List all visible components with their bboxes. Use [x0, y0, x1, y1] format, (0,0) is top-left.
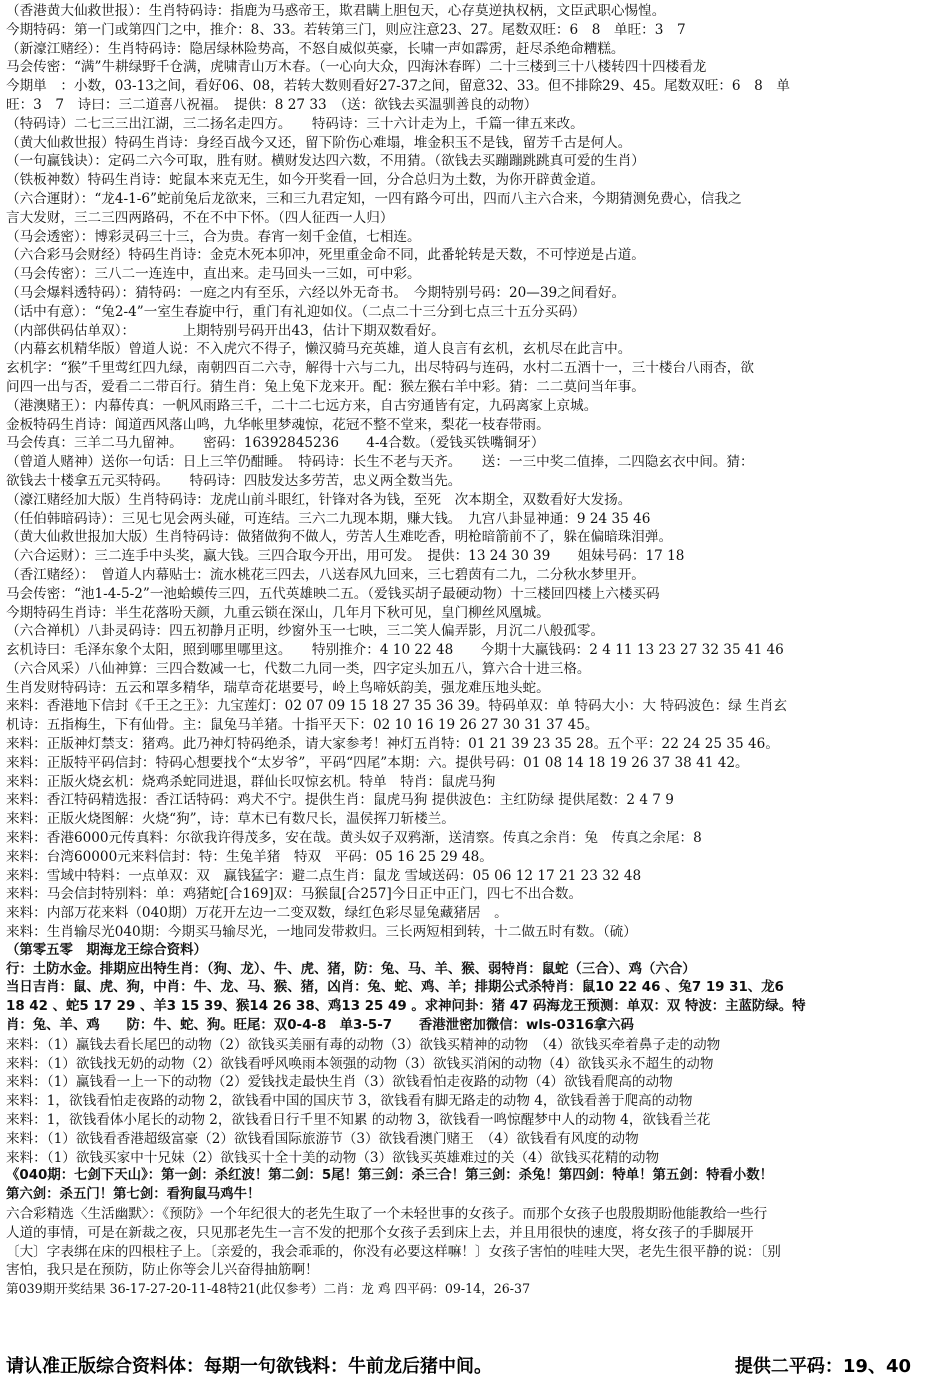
tips-block-2 — [6, 697, 931, 941]
text-line: 来料：生肖输尽光040期：今期买马输尽光，一地同发带救归。三长两短相到转，十二做五时有数。（硫） — [6, 924, 637, 941]
draw-result-line: 第039期开奖结果 36-17-27-20-11-48特21(此仅参考）二肖：龙 鸡 四平码：09-14，26-37 — [6, 1281, 531, 1297]
text-line: 人道的事情，可是在新裁之夜，只见那老先生一言不发的把那个女孩子丢到床上去，并且用很快的速度，将女孩子的手脚展开 — [6, 1224, 754, 1241]
text-line: 今期特码：第一门或第四门之中，推介：8、33。若转第三门，则应注意23、27。尾数双旺：6 8 单旺：3 7 — [6, 21, 686, 38]
text-line: 生肖发财特码诗：五云和罩多精华，瑞草奇花堪要号，岭上鸟啼妖韵美，强龙难压地头蛇。 — [6, 679, 550, 696]
text-line: 来料：马会信封特别料：单：鸡猪蛇[合169]双：马猴鼠[合257]今日正中正门，四七不出合数。 — [6, 886, 583, 903]
text-line: 旺：3 7 诗曰：三二道喜八祝福。 提供：8 27 33 （送：欲钱去买温驯善良的动物） — [6, 96, 538, 113]
text-line: 第六剑：杀五门！第七剑：看狗鼠马鸡牛！ — [6, 1187, 261, 1203]
text-line: 来料：正版火烧玄机：烧鸡杀蛇同进退，群仙长叹惊玄机。特单 特肖：鼠虎马狗 — [6, 773, 496, 790]
riddle-block — [6, 1036, 931, 1168]
text-line: （内幕玄机精华版）曾道人说：不入虎穴不得子，懒汉骑马充英雄，道人良言有玄机，玄机尽在此言中。 — [6, 341, 632, 358]
text-line: 金板特码生肖诗：闻道西风落山鸣，九华帐里梦魂惊，花冠不整不堂来，梨花一枝春带雨。 — [6, 416, 550, 433]
text-line: （马会传密）：三八二一连连中，直出来。走马回头一三如，可中彩。 — [6, 266, 421, 283]
text-line: 马会传真：三羊二马九留神。 密码：16392845236 4-4合数。（爱钱买铁嘴铜牙） — [6, 435, 545, 452]
text-line: （任伯韩暗码诗）：三见七见会两头碰，可连结。三六二九现本期，赚大钱。 九宫八卦显神通：9 24 35 46 — [6, 510, 651, 527]
text-line: 来料：1，欲钱看体小尾长的动物 2，欲钱看日行千里不知累 的动物 3，欲钱看一鸣惊醒梦中人的动物 4，欲钱看兰花 — [6, 1112, 711, 1129]
text-line: 来料：正版特平码信封：特码心想要找个“太岁爷”，平码“四尾”本期：六。提供号码：01 08 14 18 19 26 37 38 41 42。 — [6, 754, 749, 771]
text-line: 机诗：五指梅生，下有仙骨。主：鼠兔马羊猪。十指平天下：02 10 16 19 26 27 30 31 37 45。 — [6, 717, 599, 734]
footer-banner — [6, 1352, 931, 1382]
text-line: 害怕，我只是在预防，防止你等会儿兴奋得抽筋啊！ — [6, 1262, 319, 1279]
text-line: 来料：香港6000元传真料：尔欲我许得茂多，安在哉。黄头奴子双鸦渐，送清察。传真之余肖：兔 传真之余尾：8 — [6, 830, 702, 847]
text-line: （马会爆料透特码）：猜特码：一庭之内有至乐，六经以外无奇书。 今期特别号码：20—39之间看好。 — [6, 284, 626, 301]
text-line: （港澳赌王）：内幕传真：一帆风雨路三千，二十二七远方来，自古穷通皆有定，九码离家上京城。 — [6, 397, 598, 414]
text-line: 来料：（1）赢钱看一上一下的动物（2）爱钱找走最快生肖（3）欲钱看怕走夜路的动物（4）欲钱看爬高的动物 — [6, 1074, 673, 1091]
text-line: 马会传密：“满”牛耕绿野千仓满，虎啸青山万木春。（一心向大众，四海沐春晖）二十三楼到三十八楼转四十四楼看龙 — [6, 59, 707, 76]
dragon-king-block — [6, 942, 931, 1036]
footer-slogan: 请认准正版综合资料体：每期一句欲钱料：牛前龙后猪中间。 — [6, 1356, 492, 1377]
text-line: 欲钱去十楼拿五元买特码。 特码诗：四肢发达多劳苦，忠义两全数当先。 — [6, 472, 462, 489]
text-line: 行：土防水金。排期应出特生肖：（狗、龙）、牛、虎、猪，防：兔、马、羊、猴、弱特肖：鼠蛇（三合）、鸡（六合） — [6, 961, 696, 977]
text-line: 《040期：七剑下天山》：第一剑：杀红波！第二剑：5尾！第三剑：杀三合！第三剑：杀兔！第四剑：特单！第五剑：特看小数！ — [6, 1168, 774, 1184]
text-line: 来料：正版神灯禁支：猪鸡。此乃神灯特码绝杀，请大家参考！神灯五肖特：01 21 39 23 35 28。五个平：22 24 25 35 46。 — [6, 736, 779, 753]
humor-block — [6, 1205, 931, 1280]
text-line: （第零五零 期海龙王综合资料） — [6, 942, 207, 958]
text-line: （六合彩马会财经）特码生肖诗：金克木死本卯冲，死里重金命不同，此番轮转是天数，不可悖逆是占道。 — [6, 247, 645, 264]
text-line: （六合风采）八仙神算：三四合数减一七，代数二九同一类，四字定头加五八，算六合十进三格。 — [6, 660, 591, 677]
text-line: 六合彩精选〈生活幽默〉：《预防》一个年纪很大的老先生取了一个未轻世事的女孩子。而那个女孩子也殷殷期盼他能教给一些行 — [6, 1206, 768, 1222]
tips-block-1 — [6, 2, 931, 697]
text-line: （香江赌经）： 曾道人内幕贴士：流水桃花三四去，八送春风九回来，三七碧茵有二九，二分秋水梦里开。 — [6, 566, 645, 583]
text-line: （特码诗）二七三三出江湖，三二扬名走四方。 特码诗：三十六计走为上，千篇一律五来改。 — [6, 115, 584, 132]
text-line: （黄大仙救世报加大版）生肖特码诗：做猪做狗不做人，劳苦人生难吃香，明枪暗箭前不了，躲在偏暗珠泪弹。 — [6, 529, 673, 546]
text-line: 来料：香江特码精选报：香江话特码：鸡犬不宁。提供生肖：鼠虎马狗 提供波色：主红防绿 提供尾数：2 4 7 9 — [6, 792, 674, 809]
text-line: 肖：兔、羊、鸡 防：牛、蛇、狗。旺尾：双0-4-8 单3-5-7 香港泄密加微信：wls-0316拿六码 — [6, 1018, 634, 1034]
text-line: （内部供码估单双）： 上期特别号码开出43，估计下期双数看好。 — [6, 322, 445, 339]
text-line: 来料：香港地下信封《千王之王》：九宝莲灯：02 07 09 15 18 27 35 36 39。特码单双：单 特码大小：大 特码波色：绿 生肖玄 — [6, 698, 787, 715]
text-line: 今期単 ：小数，03-13之间，看好06、08，若转大数则看好27-37之间，留意32、33。但不排除29、45。尾数双旺：6 8 单 — [6, 78, 790, 95]
text-line: （黄大仙救世报）特码生肖诗：身经百战今又还，留下阶伤心难塌，堆金积玉不是钱，留芳千古是何人。 — [6, 134, 632, 151]
text-line: 〔大〕字表绑在床的四根柱子上。〔亲爱的，我会乖乖的，你没有必要这样嘛！〕女孩子害怕的哇哇大哭，老先生很平静的说：〔别 — [6, 1243, 781, 1260]
text-line: 来料：（1）赢钱去看长尾巴的动物（2）欲钱买美丽有毒的动物（3）欲钱买精神的动物 （4）欲钱买牵着鼻子走的动物 — [6, 1036, 721, 1053]
text-line: 玄机字：“猴”千里莺红四九绿，南朝四百二六寺，解得十六与二九，出尽特码与连码，水村二五酒十一，三十楼台八雨杏，欲 — [6, 360, 754, 377]
text-line: （濠江赌经加大版）生肖特码诗：龙虎山前斗眼红，针锋对各为钱，至死 次本期全，双数看好大发扬。 — [6, 491, 632, 508]
text-line: 来料：雪域中特料：一点单双：双 赢钱猛字：避二点生肖：鼠龙 雪域送码：05 06 12 17 21 23 32 48 — [6, 867, 642, 884]
text-line: （话中有意）：“兔2-4”一室生春旋中行，重门有礼迎如仪。（二点二十三分到七点三十五分买码） — [6, 303, 586, 320]
text-line: 18 42 、蛇5 17 29 、羊3 15 39、猴14 26 38、鸡13 25 49 。求神问卦：猪 47 码海龙王预测：单双：双 特波：主蓝防绿。特 — [6, 999, 806, 1015]
text-line: 玄机诗曰：毛泽东象个太阳，照到哪里哪里这。 特别推介：4 10 22 48 今期十大赢钱码：2 4 11 13 23 27 32 35 41 46 — [6, 642, 784, 659]
text-line: （铁板神数）特码生肖诗：蛇鼠本来克无生，如今开奖看一回，分合总归为土数，为你开辟黄金道。 — [6, 172, 605, 189]
text-line: 来料：（1）欲钱买家中十兄妹（2）欲钱买十全十美的动物（3）欲钱买英雄难过的关（4）欲钱买花精的动物 — [6, 1149, 660, 1166]
text-line: 当日吉肖：鼠、虎、狗，中肖：牛、龙、马、猴、猪，凶肖：兔、蛇、鸡、羊；排期公式杀特肖：鼠10 22 46 、兔7 19 31、龙6 — [6, 980, 784, 996]
text-line: 今期特码生肖诗：半生花落吩天颜，九重云锁在深山，几年月下秋可见，皇门柳丝风凰城。 — [6, 604, 550, 621]
text-line: （六合運財）：“龙4-1-6”蛇前兔后龙欲来，三和三九君定知，一四有路今可出，四而八主六合来，今期猜测免费心，信我之 — [6, 190, 742, 207]
text-line: 言大发财，三二三四两路码，不在不中下怀。（四人征西一人归） — [6, 209, 394, 226]
text-line: （六合运财）：三二连手中头奖，赢大钱。三四合取今开出，用可发。 提供：13 24 30 39 姐妹号码：17 18 — [6, 548, 685, 565]
text-line: 来料：（1）欲钱看香港超级富豪（2）欲钱看国际旅游节（3）欲钱看澳门赌王 （4）欲钱看有风度的动物 — [6, 1130, 639, 1147]
text-line: 来料：正版火烧图解：火烧“狗”，诗：草木已有数尺长，温侯挥刀斩楼兰。 — [6, 811, 455, 828]
text-line: 问四一出与否，爱看二二带百行。猜生肖：兔上兔下龙来开。配：猴左猴右羊中彩。猜：二二莫问当年事。 — [6, 378, 645, 395]
text-line: （曾道人赌神）送你一句话：日上三竿仍酣睡。 特码诗：长生不老与天齐。 送：一三中奖二值捧，二四隐玄衣中间。猜： — [6, 454, 754, 471]
text-line: （香港黄大仙救世报）：生肖特码诗：指鹿为马惑帝王，欺君瞒上胆包天，心存莫逆执权柄，文臣武职心惕惶。 — [6, 3, 666, 19]
text-line: （马会透密）：博彩灵码三十三，合为贵。春宵一刻千金值，七相连。 — [6, 228, 421, 245]
text-line: （六合禅机）八卦灵码诗：四五初静月正明，纱窗外玉一七映，三二笑人偏弄影，月沉二八般孤零。 — [6, 623, 605, 640]
text-line: 来料：（1）欲钱找无奶的动物（2）欲钱看呼风唤雨本领强的动物（3）欲钱买消闲的动物（4）欲钱买永不超生的动物 — [6, 1055, 714, 1072]
text-line: （新濠江赌经）：生肖特码诗：隐居绿林险势高，不怒自威似英豪，长啸一声如霹雳，赶尽杀绝命糟糕。 — [6, 40, 625, 57]
text-line: 来料：内部万花来料（040期）万花开左边一二变双数，绿红色彩尽显兔藏猪居 。 — [6, 905, 508, 922]
text-line: （一句赢钱诀）：定码二六今可取，胜有财。横财发达四六数，不用猜。（欲钱去买蹦蹦跳跳真可爱的生肖） — [6, 153, 645, 170]
seven-swords-block — [6, 1167, 931, 1205]
text-line: 来料：1，欲钱看怕走夜路的动物 2，欲钱看中国的国庆节 3，欲钱看有脚无路走的动物 4，欲钱看善于爬高的动物 — [6, 1093, 693, 1110]
footer-pair-codes: 提供二平码：19、40 — [734, 1356, 911, 1377]
text-line: 来料：台湾60000元来料信封：特：生兔羊猪 特双 平码：05 16 25 29 48。 — [6, 848, 493, 865]
text-line: 马会传密：“池1-4-5-2”一池蛤蟆传三四，五代英雄映二五。（爱钱买胡子最硬动物）十三楼回四楼上六楼买码 — [6, 585, 660, 602]
